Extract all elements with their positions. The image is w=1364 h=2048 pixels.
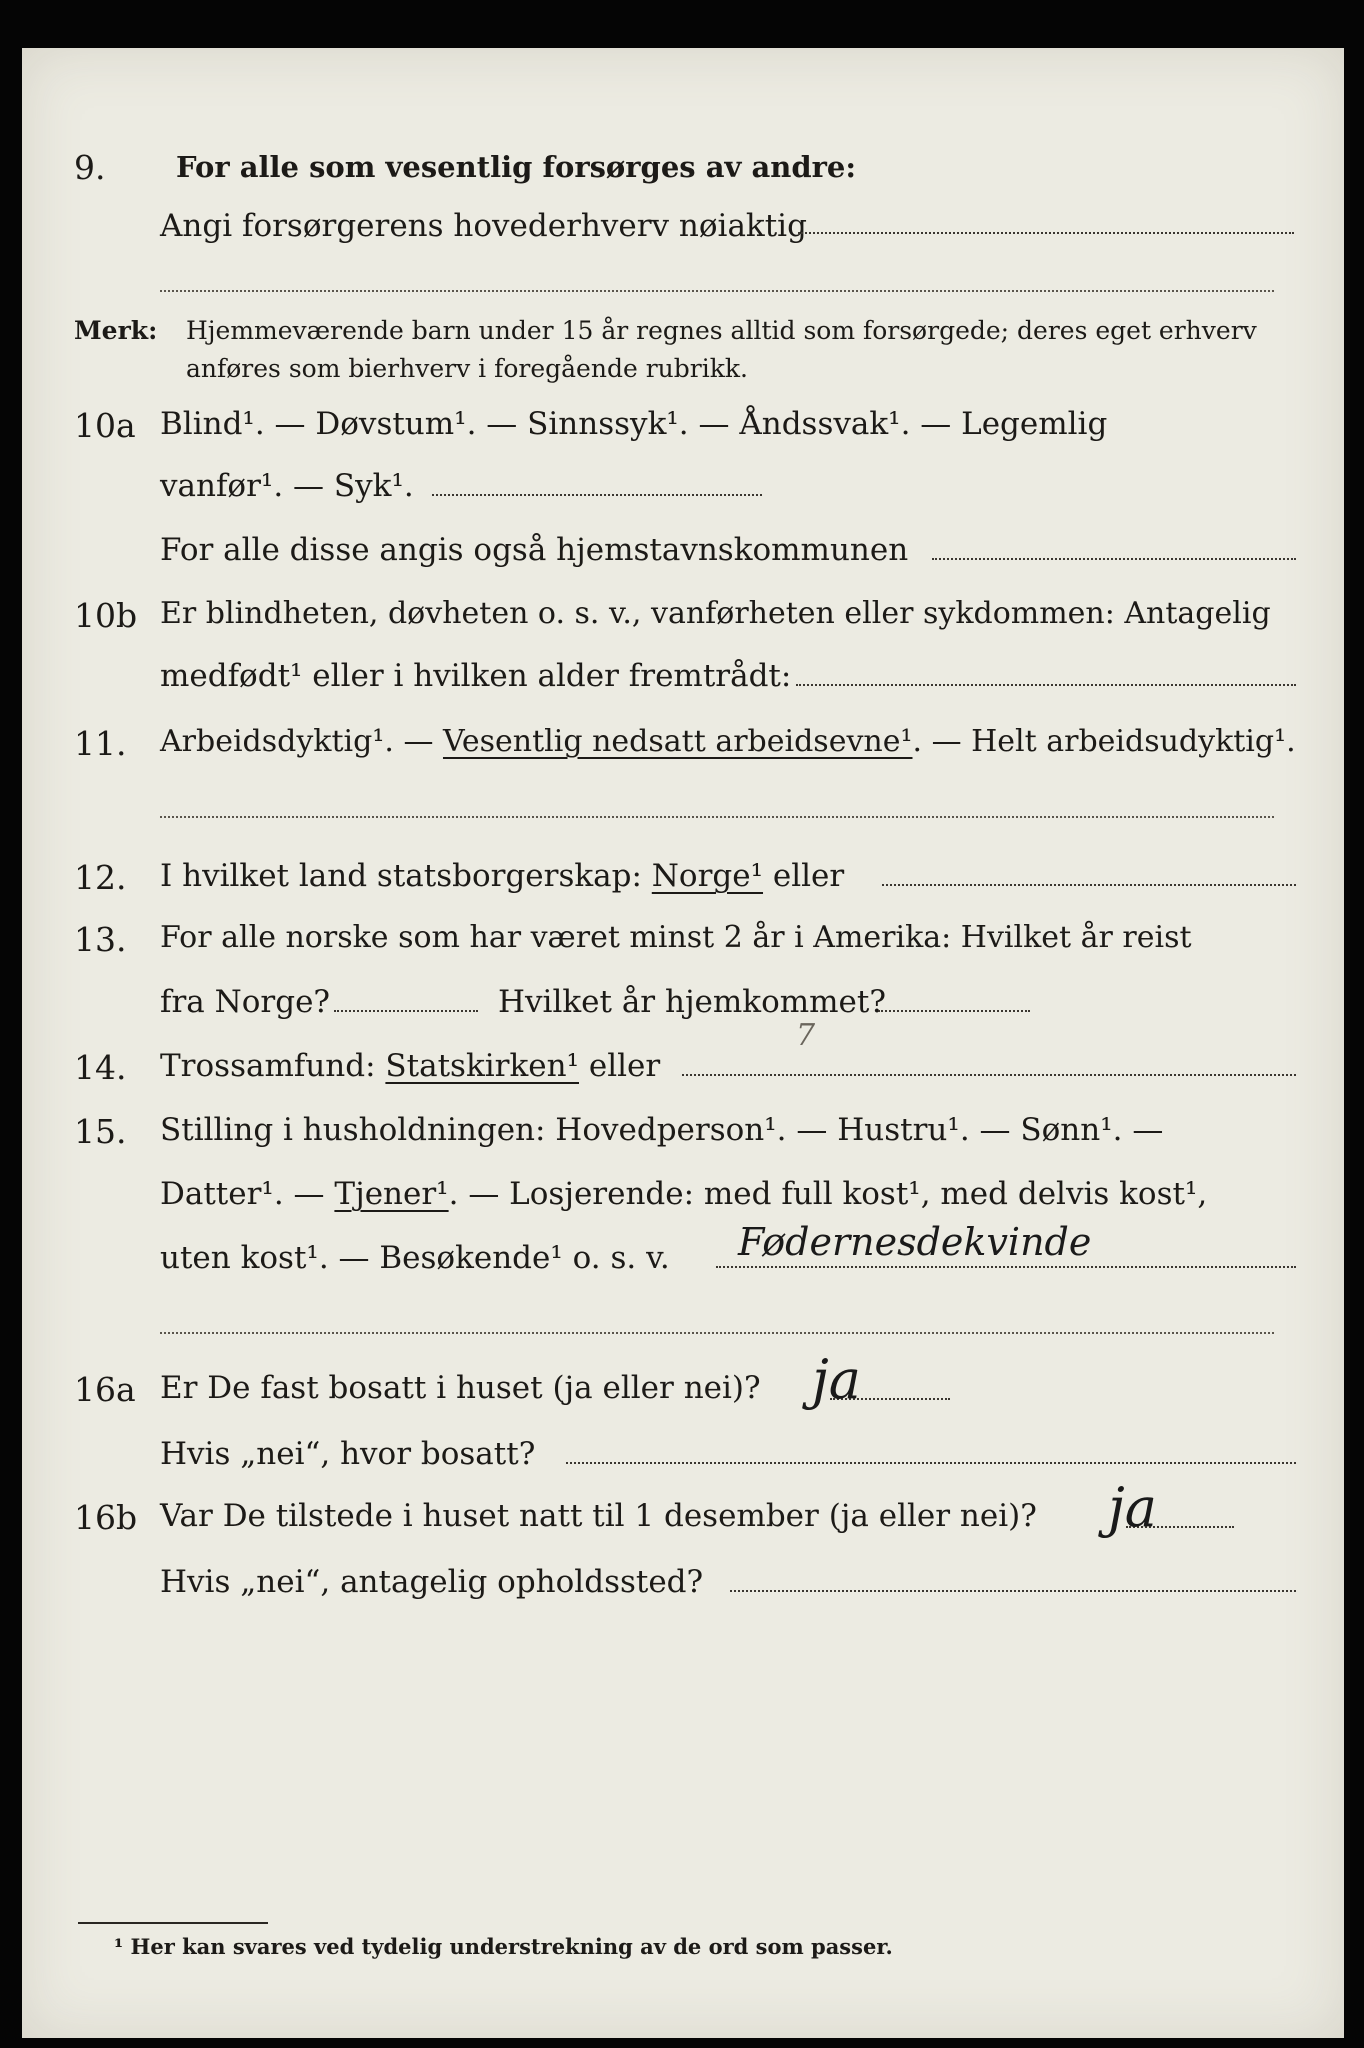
q13-line2a: fra Norge? (160, 984, 331, 1020)
q15-option-tjener-underlined[interactable]: Tjener¹ (334, 1176, 449, 1212)
q16b-handwritten-answer: ja (1108, 1476, 1157, 1539)
q15-line3: uten kost¹. — Besøkende¹ o. s. v. (160, 1240, 670, 1276)
q10b-line2: medfødt¹ eller i hvilken alder fremtrådt: (160, 658, 792, 694)
q10a-number: 10a (74, 406, 136, 445)
q14-number: 14. (74, 1048, 127, 1087)
q11-number: 11. (74, 724, 127, 763)
q10b-number: 10b (74, 596, 138, 635)
q9-number: 9. (74, 148, 106, 187)
q12-answer-line[interactable] (882, 884, 1296, 886)
q10b-answer-line[interactable] (796, 684, 1296, 686)
q14-option-statskirken-underlined[interactable]: Statskirken¹ (385, 1048, 579, 1084)
merk-text-line1: Hjemmeværende barn under 15 år regnes alltid som forsørgede; deres eget erhverv (186, 316, 1257, 345)
q9-separator-line (160, 290, 1274, 292)
merk-text-line2: anføres som bierhverv i foregående rubrikk. (186, 354, 748, 383)
q16a-line2: Hvis „nei“, hvor bosatt? (160, 1436, 536, 1472)
q9-question: Angi forsørgerens hovederhverv nøiaktig (160, 208, 807, 244)
q15-handwritten-answer: Fødernesdekvinde (738, 1220, 1092, 1264)
q16b-line2: Hvis „nei“, antagelig opholdssted? (160, 1564, 704, 1600)
q11-separator-line (160, 816, 1274, 818)
census-form-page (22, 48, 1344, 2038)
q14-text (160, 1048, 660, 1084)
q11-text (160, 724, 1296, 759)
q10a-hjemstavn-answer-line[interactable] (932, 558, 1296, 560)
q15-line2 (160, 1176, 1207, 1212)
q12-question: I hvilket land statsborgerskap: (160, 858, 652, 894)
q15-line1: Stilling i husholdningen: Hovedperson¹. — Hustru¹. — Sønn¹. — (160, 1112, 1164, 1148)
q13-line1: For alle norske som har været minst 2 år i Amerika: Hvilket år reist (160, 920, 1192, 955)
q10a-syk-answer-line[interactable] (432, 494, 762, 496)
q11-option-nedsatt-underlined[interactable]: Vesentlig nedsatt arbeidsevne¹ (442, 724, 913, 759)
q10b-line1: Er blindheten, døvheten o. s. v., vanførheten eller sykdommen: Antagelig (160, 596, 1271, 631)
q15-option-datter[interactable]: Datter¹. — (160, 1176, 335, 1212)
q12-option-norge-underlined[interactable]: Norge¹ (651, 858, 764, 894)
q12-number: 12. (74, 858, 127, 897)
q16b-number: 16b (74, 1498, 138, 1537)
q14-answer-line[interactable] (682, 1074, 1296, 1076)
q9-heading: For alle som vesentlig forsørges av andre: (176, 150, 857, 184)
q13-reist-answer-line[interactable] (334, 1010, 478, 1012)
q11-option-arbeidsdyktig[interactable]: Arbeidsdyktig¹. — (160, 724, 443, 759)
footnote-text: ¹ Her kan svares ved tydelig understrekning av de ord som passer. (114, 1934, 893, 1959)
q14-option-eller: eller (579, 1048, 661, 1084)
q15-number: 15. (74, 1112, 127, 1151)
q15-options-losjerende[interactable]: . — Losjerende: med full kost¹, med delvis kost¹, (448, 1176, 1208, 1212)
q16a-handwritten-answer: ja (812, 1348, 861, 1411)
q12-text (160, 858, 844, 894)
q15-answer-line[interactable] (716, 1266, 1296, 1268)
q12-option-eller: eller (763, 858, 845, 894)
q16a-bosatt-answer-line[interactable] (566, 1462, 1296, 1464)
q16a-number: 16a (74, 1370, 136, 1409)
q16b-line1: Var De tilstede i huset natt til 1 desember (ja eller nei)? (160, 1498, 1037, 1534)
q15-separator-line (160, 1332, 1274, 1334)
q16a-line1: Er De fast bosatt i huset (ja eller nei)? (160, 1370, 761, 1406)
q14-question: Trossamfund: (160, 1048, 386, 1084)
q16b-opholdssted-answer-line[interactable] (730, 1590, 1296, 1592)
q10a-line1: Blind¹. — Døvstum¹. — Sinnssyk¹. — Åndssvak¹. — Legemlig (160, 406, 1108, 442)
q13-line2b: Hvilket år hjemkommet? (498, 984, 886, 1020)
q11-option-udyktig[interactable]: . — Helt arbeidsudyktig¹. (912, 724, 1296, 759)
footnote-rule (78, 1922, 268, 1924)
q9-answer-line[interactable] (798, 232, 1294, 234)
merk-label: Merk: (74, 316, 158, 345)
q13-number: 13. (74, 920, 127, 959)
q14-handwritten-mark: 7 (796, 1018, 816, 1053)
q13-hjemkommet-answer-line[interactable] (878, 1010, 1030, 1012)
q10a-line2: vanfør¹. — Syk¹. (160, 468, 414, 504)
q10a-line3: For alle disse angis også hjemstavnskommunen (160, 532, 909, 568)
